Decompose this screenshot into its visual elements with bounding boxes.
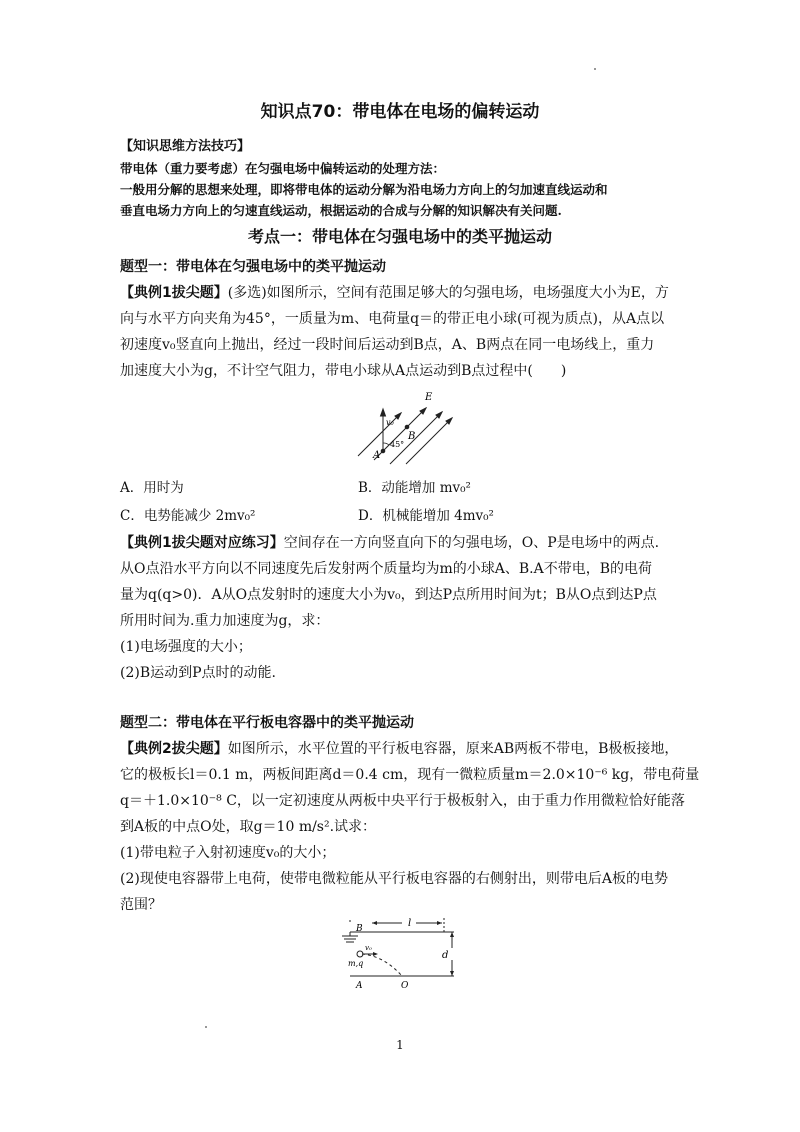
ex2-question-2-cont: 范围？ bbox=[120, 897, 162, 913]
label-o: O bbox=[401, 981, 409, 991]
label-v0-cap: v₀ bbox=[365, 944, 372, 952]
section-title: 考点一：带电体在匀强电场中的类平抛运动 bbox=[247, 227, 552, 246]
ex1p-line-3: 量为q(q>0)．A从O点发射时的速度大小为v₀，到达P点所用时间为t；B从O点到达P点 bbox=[120, 587, 657, 603]
field-diagram bbox=[356, 386, 456, 466]
label-b-plate: B bbox=[356, 924, 363, 934]
angle-arc bbox=[383, 443, 389, 445]
label-e: E bbox=[425, 392, 433, 403]
label-angle: 45° bbox=[390, 440, 405, 449]
ex2-text-1: 如图所示，水平位置的平行板电容器，原来AB两板不带电，B极板接地， bbox=[227, 741, 679, 757]
ex1-tag: 【典例1拔尖题】 bbox=[120, 285, 228, 301]
ex1p-question-1: (1)电场强度的大小； bbox=[120, 639, 252, 655]
label-v0: v₀ bbox=[386, 418, 394, 427]
ex1p-question-2: (2)B运动到P点时的动能. bbox=[120, 665, 276, 681]
point-a bbox=[381, 449, 385, 453]
type2-title: 题型二：带电体在平行板电容器中的类平抛运动 bbox=[120, 715, 414, 731]
ex2-line-2: 它的极板长l＝0.1 m，两板间距离d＝0.4 cm，现有一微粒质量m＝2.0×10⁻⁶ kg，带电荷量 bbox=[120, 767, 700, 783]
capacitor-diagram bbox=[334, 912, 464, 994]
ex1-line-2: 向与水平方向夹角为45°，一质量为m、电荷量q＝的带正电小球(可视为质点)，从A点以 bbox=[120, 311, 665, 327]
ex1p-text-1: 空间存在一方向竖直向下的匀强电场，O、P是电场中的两点. bbox=[283, 535, 660, 551]
scan-speck bbox=[594, 68, 596, 70]
trajectory bbox=[362, 954, 402, 976]
method-line-3: 垂直电场力方向上的匀速直线运动，根据运动的合成与分解的知识解决有关问题. bbox=[120, 203, 562, 218]
ex2-line-3: q＝＋1.0×10⁻⁸ C，以一定初速度从两板中央平行于极板射入，由于重力作用微粒恰好能落 bbox=[120, 793, 685, 809]
label-a: A bbox=[373, 450, 381, 461]
option-b: B．动能增加 mv₀² bbox=[358, 480, 471, 496]
method-line-2: 一般用分解的思想来处理，即将带电体的运动分解为沿电场力方向上的匀加速直线运动和 bbox=[120, 182, 608, 197]
scan-speck bbox=[205, 1026, 207, 1028]
ex1-text-1: (多选)如图所示，空间有范围足够大的匀强电场，电场强度大小为E，方 bbox=[227, 285, 669, 301]
option-d: D．机械能增加 4mv₀² bbox=[358, 508, 494, 524]
method-line-1: 带电体（重力要考虑）在匀强电场中偏转运动的处理方法： bbox=[120, 161, 446, 176]
ex2-line-4: 到A板的中点O处，取g＝10 m/s².试求： bbox=[120, 819, 377, 835]
option-c: C．电势能减少 2mv₀² bbox=[120, 508, 256, 524]
field-line-3 bbox=[390, 412, 442, 464]
ex1-line-4: 加速度大小为g，不计空气阻力，带电小球从A点运动到B点过程中( ) bbox=[120, 363, 567, 379]
label-a-plate: A bbox=[356, 981, 363, 991]
point-b bbox=[405, 425, 409, 429]
ex1-line-1 bbox=[120, 280, 700, 306]
type1-title: 题型一：带电体在匀强电场中的类平抛运动 bbox=[120, 259, 386, 275]
ex1-line-3: 初速度v₀竖直向上抛出，经过一段时间后运动到B点，A、B两点在同一电场线上，重力 bbox=[120, 337, 655, 353]
label-b: B bbox=[408, 431, 416, 442]
ex2-question-2: (2)现使电容器带上电荷，使带电微粒能从平行板电容器的右侧射出，则带电后A板的电势 bbox=[120, 871, 668, 887]
ex2-question-1: (1)带电粒子入射初速度v₀的大小； bbox=[120, 845, 336, 861]
ex2-line-1 bbox=[120, 736, 700, 762]
velocity-arrowhead bbox=[381, 409, 386, 416]
ex1p-line-4: 所用时间为.重力加速度为g，求： bbox=[120, 613, 330, 629]
ex1p-line-2: 从O点沿水平方向以不同速度先后发射两个质量均为m的小球A、B.A不带电，B的电荷 bbox=[120, 561, 652, 577]
method-heading: 【知识思维方法技巧】 bbox=[120, 139, 251, 154]
label-d: d bbox=[442, 950, 449, 961]
ex2-tag: 【典例2拔尖题】 bbox=[120, 741, 228, 757]
option-a: A．用时为 bbox=[120, 480, 184, 496]
ex1p-tag: 【典例1拔尖题对应练习】 bbox=[120, 535, 284, 551]
ex1p-line-1 bbox=[120, 530, 700, 556]
page-number: 1 bbox=[396, 1038, 404, 1052]
label-mq: m,q bbox=[348, 959, 364, 968]
label-l: l bbox=[408, 918, 412, 929]
page-title: 知识点70：带电体在电场的偏转运动 bbox=[260, 102, 540, 122]
